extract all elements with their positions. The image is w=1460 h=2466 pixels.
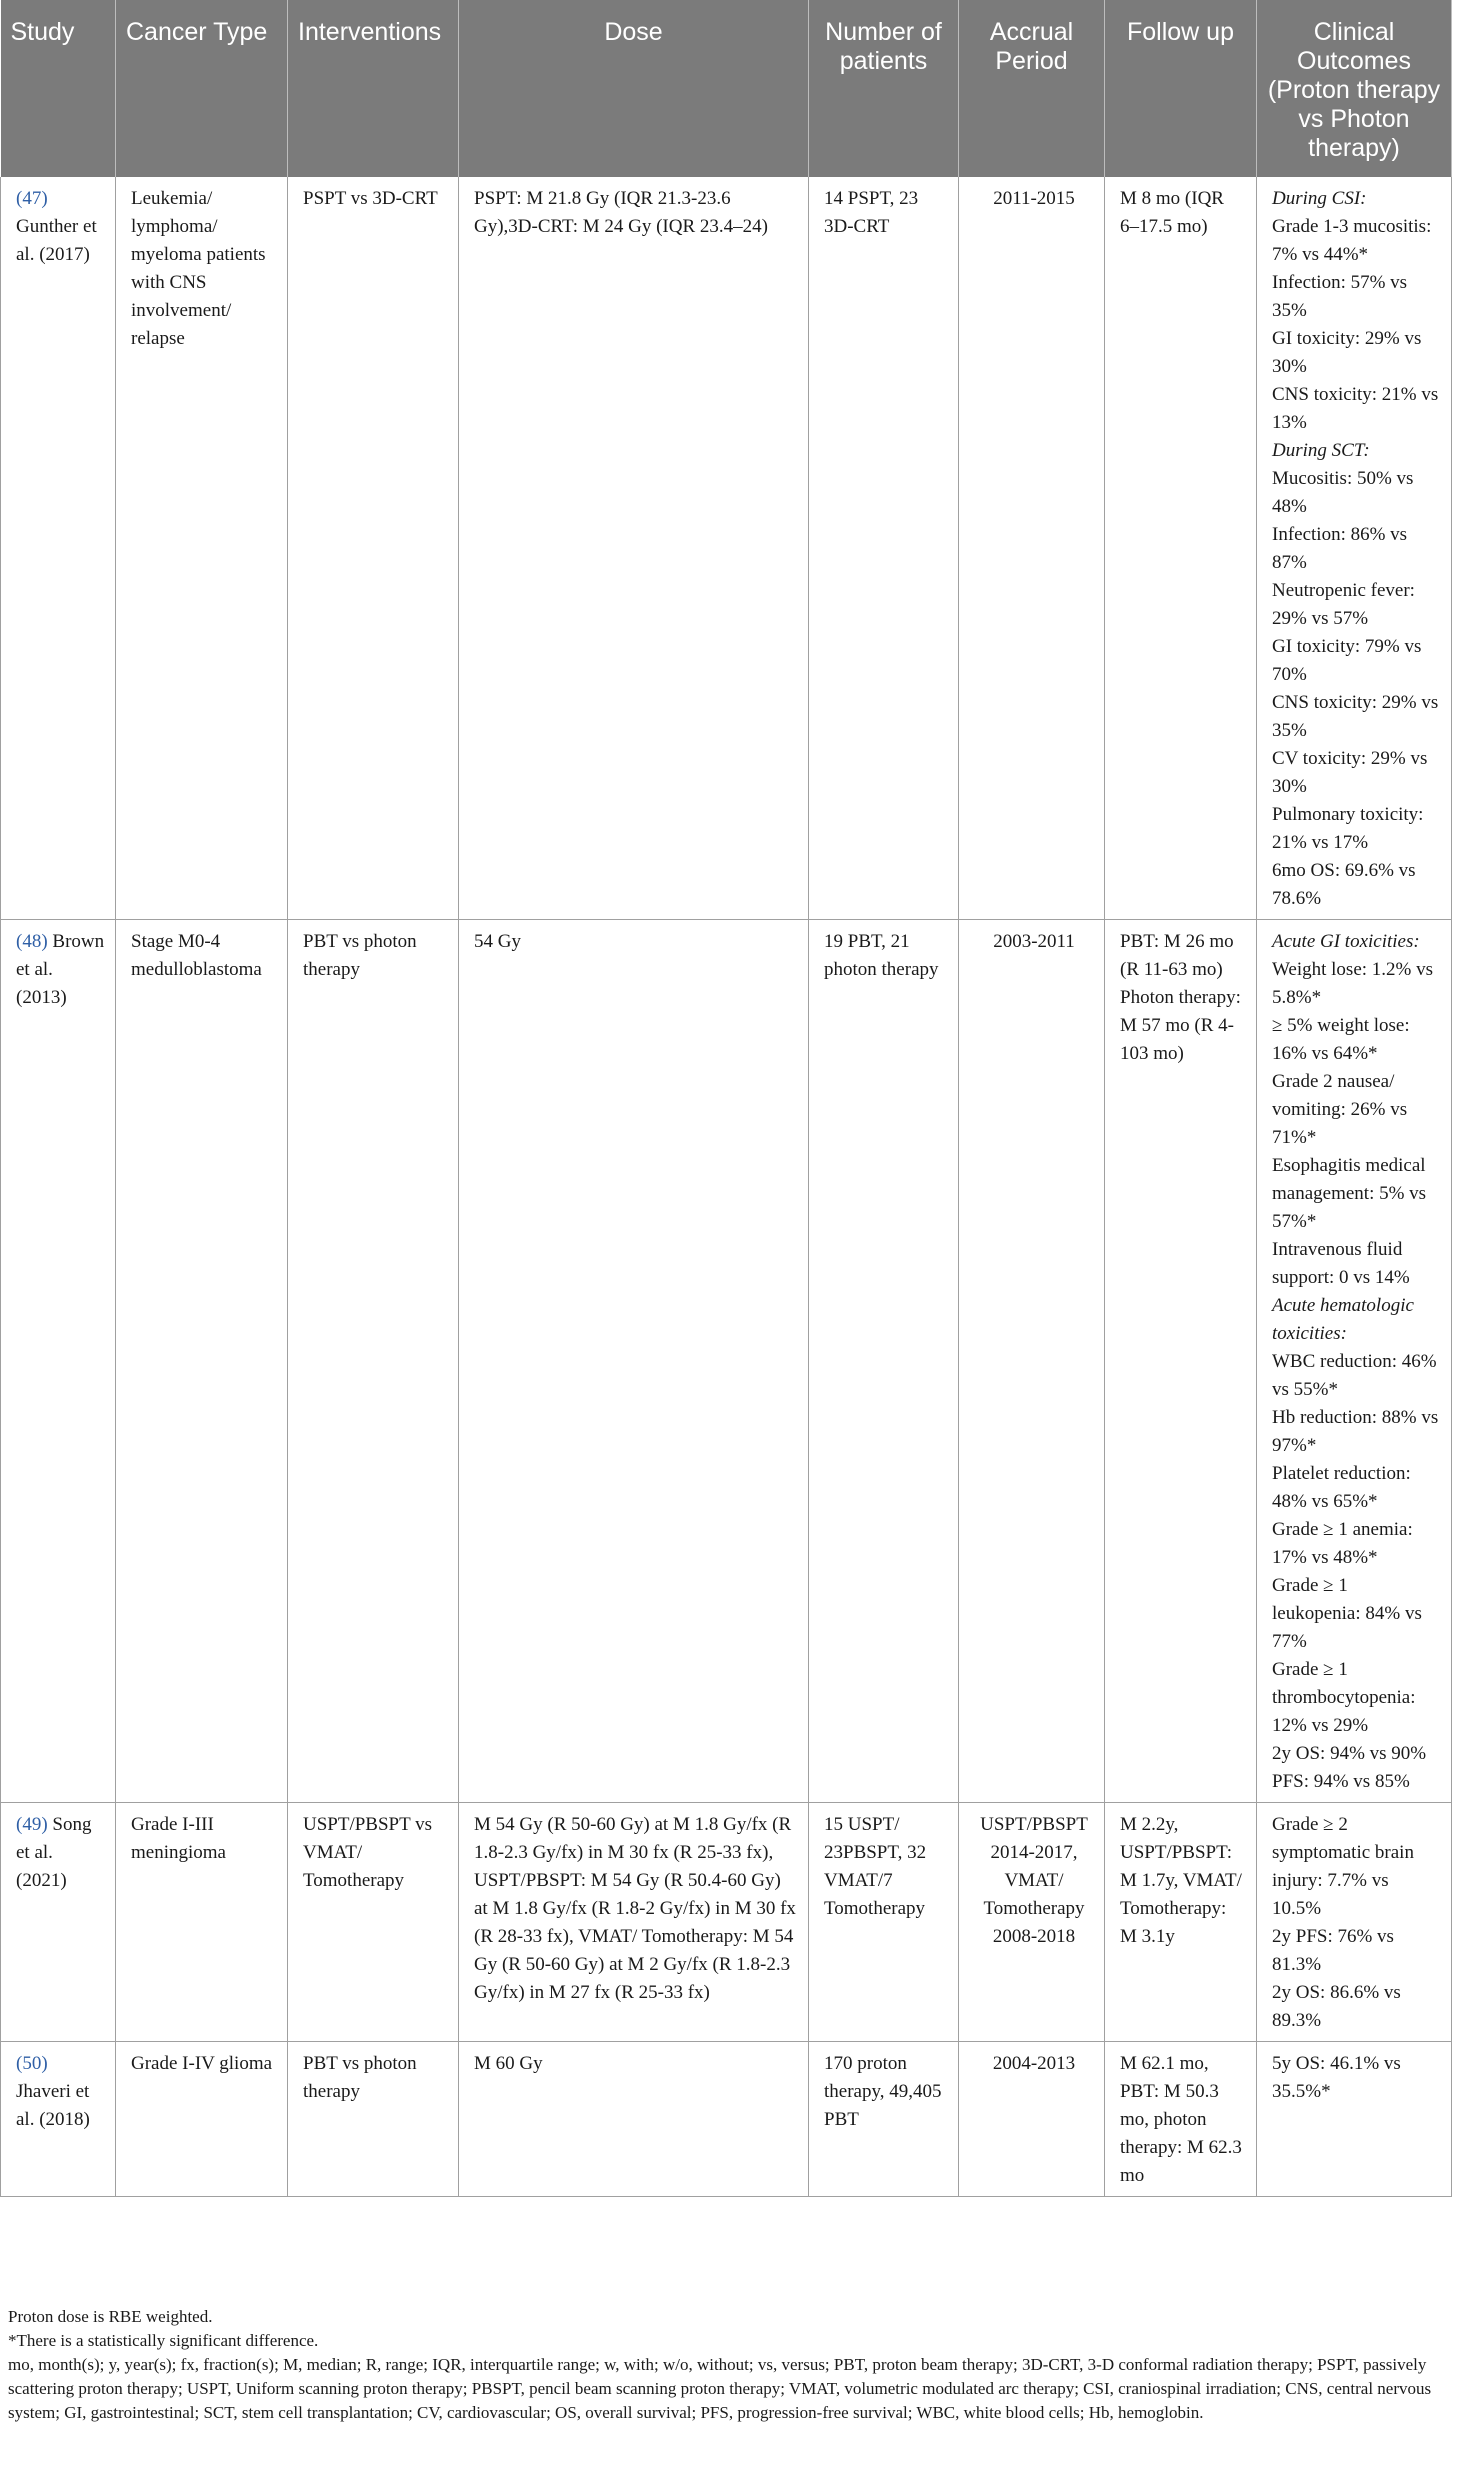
outcome-item: Grade 1-3 mucositis: 7% vs 44%* — [1272, 216, 1432, 265]
outcome-item: PFS: 94% vs 85% — [1272, 1771, 1410, 1792]
outcome-item: Grade 2 nausea/ vomiting: 26% vs 71%* — [1272, 1071, 1408, 1148]
accrual-period-cell: 2003-2011 — [959, 920, 1105, 1803]
dose-cell: M 54 Gy (R 50-60 Gy) at M 1.8 Gy/fx (R 1.8-2.3 Gy/fx) in M 30 fx (R 25-33 fx), USPT/PBSPT: M 54 Gy (R 50.4-60 Gy) at M 1.8 Gy/fx (R 1.8-2 Gy/fx) in M 30 fx (R 28-33 fx), VMAT/ Tomotherapy: M 54 Gy (R 50-60 Gy) at M 2 Gy/fx (R 1.8-2.3 Gy/fx) in M 27 fx (R 25-33 fx) — [459, 1803, 809, 2042]
clinical-outcomes-cell — [1257, 177, 1452, 920]
table-row — [1, 177, 1452, 920]
dose-cell: 54 Gy — [459, 920, 809, 1803]
accrual-period-cell: 2011-2015 — [959, 177, 1105, 920]
clinical-outcomes-cell — [1257, 1803, 1452, 2042]
table-row — [1, 2042, 1452, 2197]
outcome-item: Neutropenic fever: 29% vs 57% — [1272, 580, 1415, 629]
study-cell — [1, 2042, 116, 2197]
outcome-item: Intravenous fluid support: 0 vs 14% — [1272, 1239, 1410, 1288]
study-author: Jhaveri et al. (2018) — [16, 2081, 90, 2130]
follow-up-cell: M 8 mo (IQR 6–17.5 mo) — [1105, 177, 1257, 920]
cancer-type-cell: Grade I-IV glioma — [116, 2042, 288, 2197]
header-number-of-patients: Number of patients — [809, 0, 959, 177]
reference-link[interactable]: (48) — [16, 931, 48, 952]
footnote-significance: *There is a statistically significant difference. — [8, 2331, 319, 2350]
outcome-item: Mucositis: 50% vs 48% — [1272, 468, 1414, 517]
clinical-outcomes-cell — [1257, 2042, 1452, 2197]
header-interventions: Interventions — [288, 0, 459, 177]
follow-up-cell: M 2.2y, USPT/PBSPT: M 1.7y, VMAT/ Tomotherapy: M 3.1y — [1105, 1803, 1257, 2042]
header-study: Study — [1, 0, 116, 177]
outcome-item: Grade ≥ 1 thrombocytopenia: 12% vs 29% — [1272, 1659, 1416, 1736]
interventions-cell: PBT vs photon therapy — [288, 920, 459, 1803]
outcome-item: Platelet reduction: 48% vs 65%* — [1272, 1463, 1411, 1512]
table-body — [1, 177, 1452, 2197]
outcome-item: Esophagitis medical management: 5% vs 57%* — [1272, 1155, 1427, 1232]
outcome-item: Infection: 86% vs 87% — [1272, 524, 1408, 573]
outcome-heading: During CSI: — [1272, 188, 1367, 209]
footnote-rbe: Proton dose is RBE weighted. — [8, 2307, 213, 2326]
header-cancer-type: Cancer Type — [116, 0, 288, 177]
table-row — [1, 1803, 1452, 2042]
patients-cell: 14 PSPT, 23 3D-CRT — [809, 177, 959, 920]
outcome-item: GI toxicity: 29% vs 30% — [1272, 328, 1422, 377]
accrual-period-cell: 2004-2013 — [959, 2042, 1105, 2197]
outcome-item: ≥ 5% weight lose: 16% vs 64%* — [1272, 1015, 1410, 1064]
header-accrual-period: Accrual Period — [959, 0, 1105, 177]
cancer-type-cell: Leukemia/ lymphoma/ myeloma patients with CNS involvement/ relapse — [116, 177, 288, 920]
interventions-cell: PBT vs photon therapy — [288, 2042, 459, 2197]
study-cell — [1, 920, 116, 1803]
outcome-item: Grade ≥ 1 leukopenia: 84% vs 77% — [1272, 1575, 1422, 1652]
footnote-abbreviations: mo, month(s); y, year(s); fx, fraction(s); M, median; R, range; IQR, interquartile range; w, with; w/o, without; vs, versus; PBT, proton beam therapy; 3D-CRT, 3-D conformal radiation therapy; PSPT, passively scattering proton therapy; USPT, Uniform scanning proton therapy; PBSPT, pencil beam scanning proton therapy; VMAT, volumetric modulated arc therapy; CSI, craniospinal irradiation; CNS, central nervous system; GI, gastrointestinal; SCT, stem cell transplantation; CV, cardiovascular; OS, overall survival; PFS, progression-free survival; WBC, white blood cells; Hb, hemoglobin. — [8, 2355, 1432, 2422]
study-cell — [1, 1803, 116, 2042]
dose-cell: M 60 Gy — [459, 2042, 809, 2197]
outcome-item: Grade ≥ 1 anemia: 17% vs 48%* — [1272, 1519, 1413, 1568]
clinical-outcomes-cell — [1257, 920, 1452, 1803]
patients-cell: 15 USPT/ 23PBSPT, 32 VMAT/7 Tomotherapy — [809, 1803, 959, 2042]
outcome-item: WBC reduction: 46% vs 55%* — [1272, 1351, 1437, 1400]
outcome-item: CNS toxicity: 29% vs 35% — [1272, 692, 1439, 741]
outcome-item: Grade ≥ 2 symptomatic brain injury: 7.7% vs 10.5% — [1272, 1814, 1414, 1919]
accrual-period-cell: USPT/PBSPT 2014-2017, VMAT/ Tomotherapy 2008-2018 — [959, 1803, 1105, 2042]
outcome-item: Infection: 57% vs 35% — [1272, 272, 1408, 321]
outcome-heading: Acute hematologic toxicities: — [1272, 1295, 1414, 1344]
outcome-item: 2y OS: 94% vs 90% — [1272, 1743, 1427, 1764]
header-clinical-outcomes: Clinical Outcomes (Proton therapy vs Photon therapy) — [1257, 0, 1452, 177]
cancer-type-cell: Stage M0-4 medulloblastoma — [116, 920, 288, 1803]
study-author: Song et al. (2021) — [16, 1814, 92, 1891]
reference-link[interactable]: (47) — [16, 188, 48, 209]
outcome-item: CV toxicity: 29% vs 30% — [1272, 748, 1428, 797]
outcome-item: Hb reduction: 88% vs 97%* — [1272, 1407, 1439, 1456]
outcome-item: CNS toxicity: 21% vs 13% — [1272, 384, 1439, 433]
outcome-item: Pulmonary toxicity: 21% vs 17% — [1272, 804, 1424, 853]
outcome-item: 2y PFS: 76% vs 81.3% — [1272, 1926, 1394, 1975]
patients-cell: 19 PBT, 21 photon therapy — [809, 920, 959, 1803]
interventions-cell: USPT/PBSPT vs VMAT/ Tomotherapy — [288, 1803, 459, 2042]
outcome-item: Weight lose: 1.2% vs 5.8%* — [1272, 959, 1434, 1008]
patients-cell: 170 proton therapy, 49,405 PBT — [809, 2042, 959, 2197]
outcome-item: GI toxicity: 79% vs 70% — [1272, 636, 1422, 685]
study-author: Gunther et al. (2017) — [16, 216, 97, 265]
header-follow-up: Follow up — [1105, 0, 1257, 177]
table-footnotes — [0, 2305, 1460, 2425]
reference-link[interactable]: (49) — [16, 1814, 48, 1835]
interventions-cell: PSPT vs 3D-CRT — [288, 177, 459, 920]
table-row — [1, 920, 1452, 1803]
follow-up-cell: PBT: M 26 mo (R 11-63 mo) Photon therapy: M 57 mo (R 4-103 mo) — [1105, 920, 1257, 1803]
cancer-type-cell: Grade I-III meningioma — [116, 1803, 288, 2042]
outcome-heading: Acute GI toxicities: — [1272, 931, 1420, 952]
study-author: Brown et al. (2013) — [16, 931, 105, 1008]
outcome-item: 5y OS: 46.1% vs 35.5%* — [1272, 2053, 1401, 2102]
outcome-item: 6mo OS: 69.6% vs 78.6% — [1272, 860, 1416, 909]
outcome-item: 2y OS: 86.6% vs 89.3% — [1272, 1982, 1401, 2031]
study-cell — [1, 177, 116, 920]
reference-link[interactable]: (50) — [16, 2053, 48, 2074]
dose-cell: PSPT: M 21.8 Gy (IQR 21.3-23.6 Gy),3D-CRT: M 24 Gy (IQR 23.4–24) — [459, 177, 809, 920]
header-dose: Dose — [459, 0, 809, 177]
table-header — [1, 0, 1452, 177]
follow-up-cell: M 62.1 mo, PBT: M 50.3 mo, photon therapy: M 62.3 mo — [1105, 2042, 1257, 2197]
outcome-heading: During SCT: — [1272, 440, 1370, 461]
